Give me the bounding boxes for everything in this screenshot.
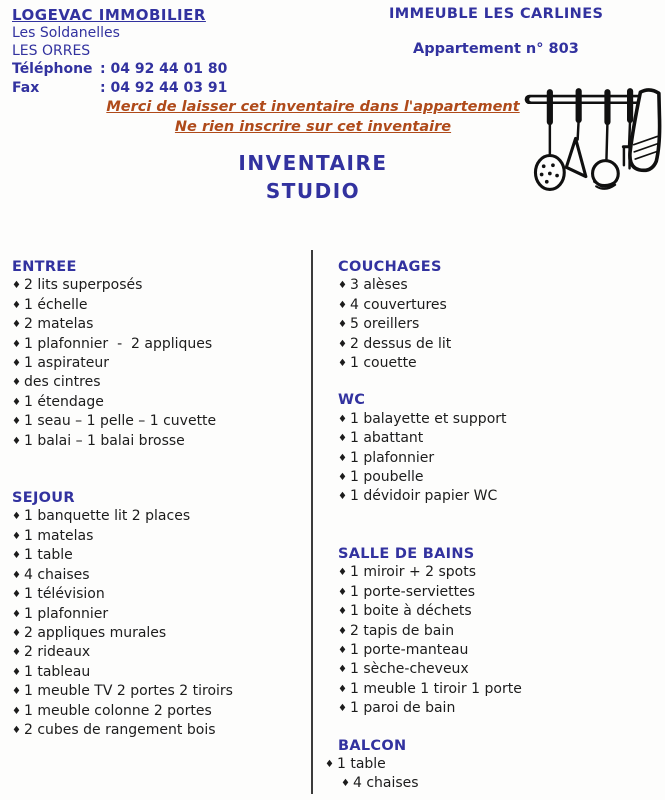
list-item: [338, 622, 655, 641]
diamond-bullet-icon: ♦: [338, 664, 347, 676]
diamond-bullet-icon: ♦: [338, 586, 347, 598]
diamond-bullet-icon: ♦: [338, 703, 347, 715]
list-item: [338, 487, 655, 506]
inventory-section-balcon: [325, 737, 655, 794]
list-item-text: des cintres: [23, 374, 101, 391]
list-item-text: 1 seau – 1 pelle – 1 cuvette: [23, 413, 217, 430]
section-heading-balcon: BALCON: [338, 737, 407, 754]
list-item: [341, 774, 655, 793]
diamond-bullet-icon: ♦: [12, 358, 21, 370]
list-item: [338, 449, 655, 468]
section-heading-salle-de-bains: SALLE DE BAINS: [338, 545, 475, 562]
list-item: [338, 354, 655, 373]
list-item: [338, 583, 655, 602]
list-item: [338, 296, 655, 315]
list-item: [12, 702, 311, 721]
list-item-text: 1 porte-manteau: [349, 641, 469, 658]
list-item: [338, 641, 655, 660]
list-item: [12, 585, 311, 604]
diamond-bullet-icon: ♦: [12, 416, 21, 428]
list-item-text: 1 table: [336, 755, 386, 772]
list-item-text: 1 étendage: [23, 393, 104, 410]
diamond-bullet-icon: ♦: [12, 435, 21, 447]
diamond-bullet-icon: ♦: [12, 589, 21, 601]
apartment-number: Appartement n° 803: [413, 41, 579, 57]
list-item-text: 1 meuble colonne 2 portes: [23, 702, 212, 719]
diamond-bullet-icon: ♦: [338, 433, 347, 445]
list-item-text: 1 meuble 1 tiroir 1 porte: [349, 680, 522, 697]
diamond-bullet-icon: ♦: [12, 686, 21, 698]
diamond-bullet-icon: ♦: [338, 625, 347, 637]
list-item: [12, 296, 311, 315]
list-item: [338, 410, 655, 429]
list-item: [12, 507, 311, 526]
list-item-text: 2 dessus de lit: [349, 335, 452, 352]
list-item: [338, 602, 655, 621]
diamond-bullet-icon: ♦: [338, 644, 347, 656]
title-line-2: STUDIO: [265, 179, 361, 203]
diamond-bullet-icon: ♦: [341, 778, 350, 790]
diamond-bullet-icon: ♦: [338, 606, 347, 618]
section-heading-wc: WC: [338, 392, 366, 409]
list-item-text: 5 oreillers: [349, 316, 420, 333]
list-item-text: 2 lits superposés: [23, 277, 143, 294]
list-item: [338, 335, 655, 354]
notice-line-2: Ne rien inscrire sur cet inventaire: [174, 119, 452, 135]
building-name: IMMEUBLE LES CARLINES: [389, 6, 604, 22]
diamond-bullet-icon: ♦: [12, 530, 21, 542]
diamond-bullet-icon: ♦: [12, 377, 21, 389]
diamond-bullet-icon: ♦: [12, 724, 21, 736]
list-item: [12, 527, 311, 546]
diamond-bullet-icon: ♦: [12, 280, 21, 292]
list-item: [12, 315, 311, 334]
list-item: [12, 412, 311, 431]
list-item-text: 1 meuble TV 2 portes 2 tiroirs: [23, 683, 233, 700]
list-item-text: 1 plafonnier: [23, 605, 109, 622]
address-line-2: LES ORRES: [12, 43, 91, 59]
list-item-text: 1 tableau: [23, 663, 91, 680]
diamond-bullet-icon: ♦: [12, 338, 21, 350]
list-item: [12, 605, 311, 624]
list-item: [12, 721, 311, 740]
list-item-text: 4 couvertures: [349, 296, 447, 313]
list-item: [325, 755, 655, 774]
diamond-bullet-icon: ♦: [338, 280, 347, 292]
list-item-text: 4 chaises: [352, 775, 419, 792]
fax-label: Fax: [12, 80, 40, 96]
list-item-text: 1 abattant: [349, 430, 424, 447]
list-item: [338, 315, 655, 334]
fax-number: : 04 92 44 03 91: [100, 80, 228, 96]
list-item: [12, 335, 311, 354]
list-item-text: 1 boite à déchets: [349, 603, 472, 620]
list-item-text: 1 balai – 1 balai brosse: [23, 432, 185, 449]
list-item: [338, 468, 655, 487]
diamond-bullet-icon: ♦: [338, 358, 347, 370]
list-item: [12, 432, 311, 451]
list-item-text: 1 balayette et support: [349, 410, 507, 427]
list-item-text: 1 poubelle: [349, 469, 424, 486]
phone-number: : 04 92 44 01 80: [100, 61, 228, 77]
address-line-1: Les Soldanelles: [12, 25, 120, 41]
list-item: [338, 429, 655, 448]
list-item: [12, 624, 311, 643]
inventory-column-left: [12, 250, 311, 794]
diamond-bullet-icon: ♦: [12, 666, 21, 678]
diamond-bullet-icon: ♦: [338, 338, 347, 350]
diamond-bullet-icon: ♦: [12, 550, 21, 562]
list-item: [12, 663, 311, 682]
diamond-bullet-icon: ♦: [12, 319, 21, 331]
list-item-text: 4 chaises: [23, 566, 90, 583]
list-item-text: 1 plafonnier - 2 appliques: [23, 335, 213, 352]
fax-line: [12, 80, 227, 96]
list-item-text: 3 alèses: [349, 277, 408, 294]
inventory-columns: [12, 250, 655, 794]
phone-label: Téléphone: [12, 61, 93, 77]
list-item-text: 1 miroir + 2 spots: [349, 564, 477, 581]
diamond-bullet-icon: ♦: [338, 299, 347, 311]
page-title: [0, 149, 626, 205]
list-item: [12, 682, 311, 701]
list-item-text: 1 dévidoir papier WC: [349, 488, 498, 505]
inventory-section-salle-de-bains: [338, 545, 655, 719]
list-item: [338, 699, 655, 718]
section-heading-sejour: SEJOUR: [12, 490, 75, 507]
list-item: [12, 393, 311, 412]
list-item-text: 1 aspirateur: [23, 355, 110, 372]
diamond-bullet-icon: ♦: [12, 705, 21, 717]
list-item: [12, 566, 311, 585]
section-heading-entree: ENTREE: [12, 259, 77, 275]
diamond-bullet-icon: ♦: [325, 758, 334, 770]
section-heading-couchages: COUCHAGES: [338, 259, 442, 275]
list-item-text: 2 matelas: [23, 316, 94, 333]
diamond-bullet-icon: ♦: [12, 511, 21, 523]
list-item-text: 2 tapis de bain: [349, 622, 455, 639]
diamond-bullet-icon: ♦: [12, 647, 21, 659]
list-item-text: 2 rideaux: [23, 644, 91, 661]
notice-line-1: Merci de laisser cet inventaire dans l'appartement: [106, 99, 520, 115]
list-item-text: 1 table: [23, 547, 73, 564]
diamond-bullet-icon: ♦: [12, 569, 21, 581]
list-item: [338, 563, 655, 582]
diamond-bullet-icon: ♦: [338, 472, 347, 484]
inventory-section-entree: [12, 258, 311, 451]
diamond-bullet-icon: ♦: [12, 299, 21, 311]
diamond-bullet-icon: ♦: [338, 683, 347, 695]
list-item-text: 1 plafonnier: [349, 449, 435, 466]
list-item-text: 1 banquette lit 2 places: [23, 508, 191, 525]
phone-line: [12, 61, 227, 77]
diamond-bullet-icon: ♦: [12, 396, 21, 408]
list-item-text: 1 matelas: [23, 527, 94, 544]
list-item-text: 2 appliques murales: [23, 624, 167, 641]
list-item: [12, 373, 311, 392]
list-item: [12, 354, 311, 373]
diamond-bullet-icon: ♦: [12, 608, 21, 620]
list-item-text: 1 télévision: [23, 586, 105, 603]
title-line-1: INVENTAIRE: [238, 151, 388, 175]
diamond-bullet-icon: ♦: [338, 319, 347, 331]
diamond-bullet-icon: ♦: [12, 627, 21, 639]
diamond-bullet-icon: ♦: [338, 567, 347, 579]
diamond-bullet-icon: ♦: [338, 491, 347, 503]
inventory-section-wc: [338, 391, 655, 506]
list-item: [12, 276, 311, 295]
diamond-bullet-icon: ♦: [338, 452, 347, 464]
diamond-bullet-icon: ♦: [338, 413, 347, 425]
list-item: [338, 660, 655, 679]
list-item: [338, 276, 655, 295]
list-item-text: 1 sèche-cheveux: [349, 661, 469, 678]
list-item-text: 1 échelle: [23, 296, 88, 313]
list-item-text: 2 cubes de rangement bois: [23, 721, 216, 738]
inventory-section-sejour: [12, 489, 311, 740]
inventory-section-couchages: [338, 258, 655, 373]
list-item-text: 1 paroi de bain: [349, 700, 456, 717]
list-item: [12, 643, 311, 662]
list-item: [12, 546, 311, 565]
inventory-column-right: [313, 250, 655, 794]
list-item-text: 1 couette: [349, 355, 417, 372]
list-item: [338, 680, 655, 699]
company-name: LOGEVAC IMMOBILIER: [12, 6, 206, 24]
list-item-text: 1 porte-serviettes: [349, 583, 476, 600]
